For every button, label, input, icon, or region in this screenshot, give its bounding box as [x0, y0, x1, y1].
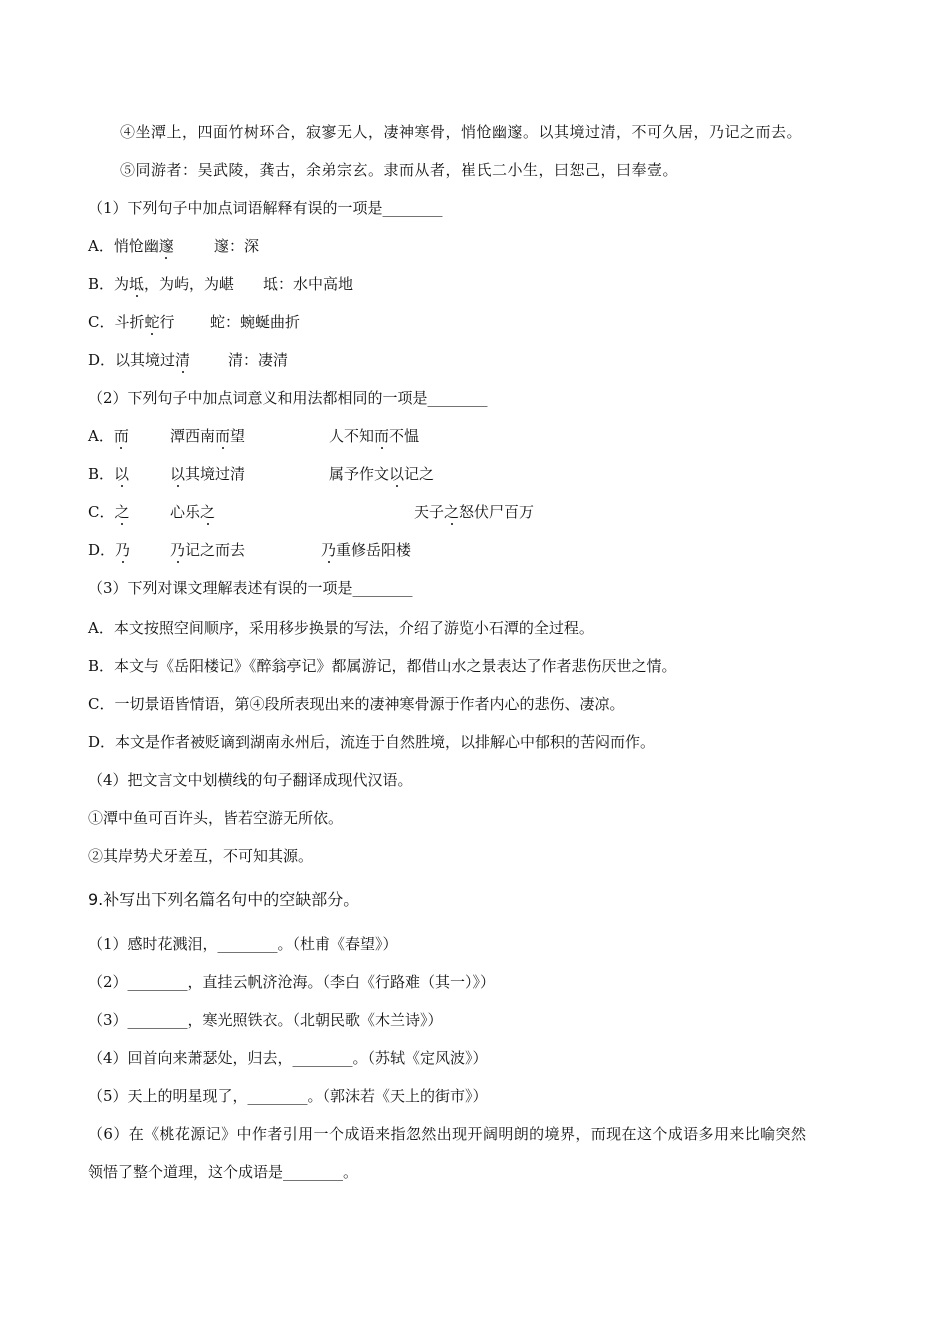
q8-sub4-item-2: ②其岸势犬牙差互，不可知其源。 — [88, 847, 314, 865]
q8-sub4-item-1: ①潭中鱼可百许头，皆若空游无所依。 — [88, 809, 344, 827]
dotted-word: 之 — [114, 503, 130, 521]
q8-sub1-prompt: （1）下列句子中加点词语解释有误的一项是________ — [88, 199, 443, 217]
q9-item-1: （1）感时花溅泪，________。（杜甫《春望》） — [88, 935, 398, 953]
q8-sub3-option-b: B．本文与《岳阳楼记》《醉翁亭记》都属游记，都借山水之景表达了作者悲伤厌世之情。 — [88, 657, 677, 675]
dotted-word: 蛇 — [144, 313, 160, 331]
q8-sub3-option-a: A．本文按照空间顺序，采用移步换景的写法，介绍了游览小石潭的全过程。 — [88, 619, 594, 637]
q8-sub2-option-a-sentence2: 人不知而不愠 — [329, 427, 420, 445]
q9-item-5: （5）天上的明星现了，________。（郭沫若《天上的街市》） — [88, 1087, 488, 1105]
q8-sub3-prompt: （3）下列对课文理解表述有误的一项是________ — [88, 579, 413, 597]
dotted-word: 以 — [389, 465, 405, 483]
dotted-word: 乃 — [170, 541, 186, 559]
q9-item-6-line-2: 领悟了整个道理，这个成语是________。 — [88, 1163, 359, 1181]
q8-sub1-option-c-gloss: 蛇：蜿蜒曲折 — [210, 313, 301, 331]
q8-sub2-option-a-sentence1: 潭西南而望 — [170, 427, 246, 445]
passage-paragraph-4: ④坐潭上，四面竹树环合，寂寥无人，凄神寒骨，悄怆幽邃。以其境过清，不可久居，乃记之而去。 — [120, 123, 803, 141]
q8-sub1-option-d-gloss: 清：凄清 — [228, 351, 289, 369]
dotted-word: 以 — [170, 465, 186, 483]
q8-sub1-option-b-gloss: 坻：水中高地 — [263, 275, 354, 293]
q8-sub2-option-b-sentence1: 以其境过清 — [170, 465, 246, 483]
dotted-word: 清 — [175, 351, 191, 369]
q8-sub2-option-c-word: C．之 — [88, 503, 130, 521]
dotted-word: 乃 — [115, 541, 131, 559]
dotted-word: 之 — [444, 503, 460, 521]
dotted-word: 邃 — [158, 237, 174, 255]
q8-sub2-option-d-word: D．乃 — [88, 541, 131, 559]
q9-title: 9.补写出下列名篇名句中的空缺部分。 — [88, 890, 360, 909]
dotted-word: 坻 — [129, 275, 145, 293]
q8-sub1-option-a-gloss: 邃：深 — [214, 237, 260, 255]
q9-item-6-line-1: （6）在《桃花源记》中作者引用一个成语来指忽然出现开阔明朗的境界，而现在这个成语多用来比喻突然 — [88, 1125, 807, 1143]
q8-sub2-prompt: （2）下列句子中加点词意义和用法都相同的一项是________ — [88, 389, 488, 407]
dotted-word: 以 — [114, 465, 130, 483]
q8-sub1-option-c: C．斗折蛇行 — [88, 313, 175, 331]
q8-sub2-option-d-sentence1: 乃记之而去 — [170, 541, 246, 559]
q8-sub4-prompt: （4）把文言文中划横线的句子翻译成现代汉语。 — [88, 771, 413, 789]
dotted-word: 乃 — [321, 541, 337, 559]
dotted-word: 之 — [200, 503, 216, 521]
q8-sub2-option-a-word: A．而 — [88, 427, 129, 445]
q8-sub2-option-d-sentence2: 乃重修岳阳楼 — [321, 541, 412, 559]
passage-paragraph-5: ⑤同游者：吴武陵，龚古，余弟宗玄。隶而从者，崔氏二小生，曰恕己，曰奉壹。 — [120, 161, 679, 179]
q8-sub1-option-a: A．悄怆幽邃 — [88, 237, 174, 255]
q8-sub2-option-c-sentence1: 心乐之 — [170, 503, 216, 521]
q8-sub1-option-d: D．以其境过清 — [88, 351, 191, 369]
q8-sub2-option-b-word: B．以 — [88, 465, 130, 483]
dotted-word: 而 — [215, 427, 231, 445]
q8-sub3-option-d: D．本文是作者被贬谪到湖南永州后，流连于自然胜境，以排解心中郁积的苦闷而作。 — [88, 733, 656, 751]
q9-item-3: （3）________，寒光照铁衣。（北朝民歌《木兰诗》） — [88, 1011, 443, 1029]
q8-sub3-option-c: C．一切景语皆情语，第④段所表现出来的凄神寒骨源于作者内心的悲伤、凄凉。 — [88, 695, 625, 713]
dotted-word: 而 — [374, 427, 390, 445]
q8-sub2-option-b-sentence2: 属予作文以记之 — [329, 465, 435, 483]
q8-sub1-option-b: B．为坻，为屿，为嵁 — [88, 275, 235, 293]
q9-item-4: （4）回首向来萧瑟处，归去，________。（苏轼《定风波》） — [88, 1049, 488, 1067]
q9-item-2: （2）________，直挂云帆济沧海。（李白《行路难（其一）》） — [88, 973, 496, 991]
dotted-word: 而 — [113, 427, 129, 445]
q8-sub2-option-c-sentence2: 天子之怒伏尸百万 — [414, 503, 535, 521]
